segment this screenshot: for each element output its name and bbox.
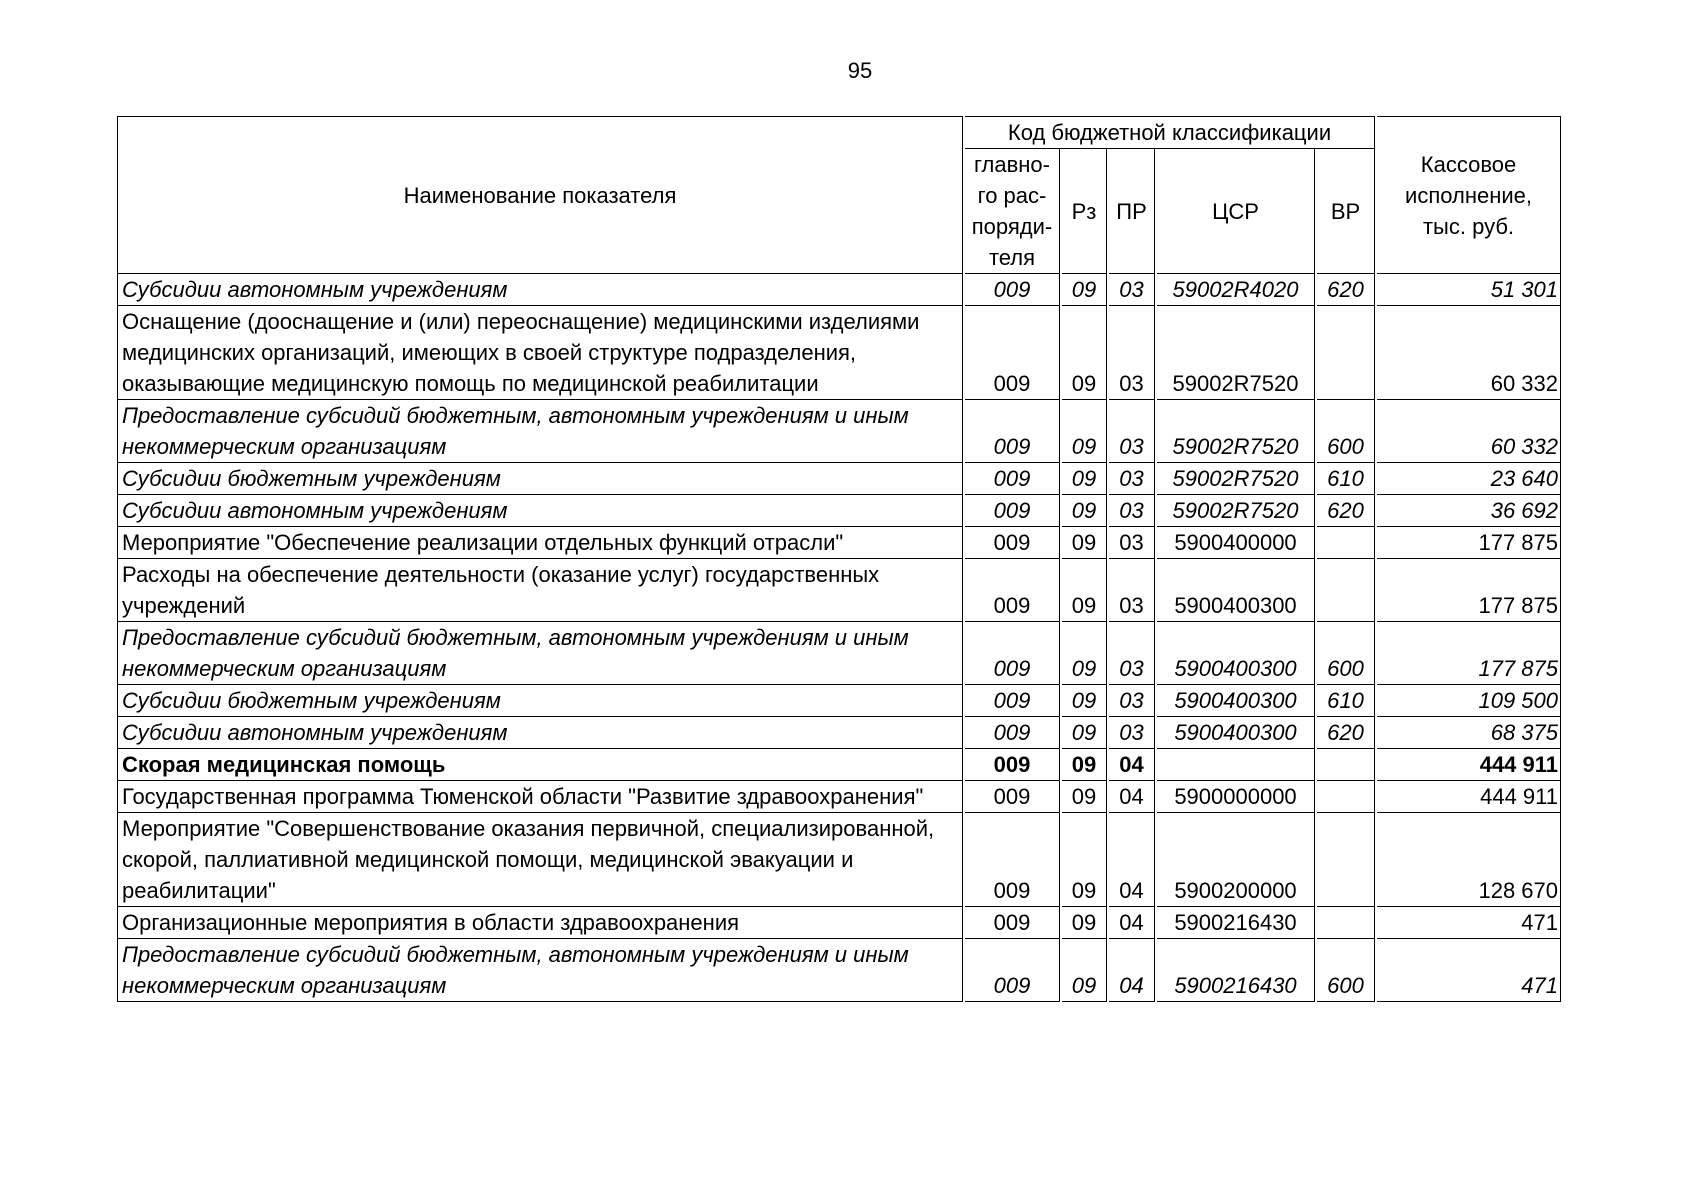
table-row bbox=[117, 749, 1561, 781]
row-amount: 51 301 bbox=[1377, 274, 1561, 306]
row-vr: 620 bbox=[1317, 495, 1375, 527]
row-rz: 09 bbox=[1062, 717, 1107, 749]
row-amount: 60 332 bbox=[1377, 306, 1561, 400]
row-name: Субсидии автономным учреждениям bbox=[117, 495, 963, 527]
row-name: Государственная программа Тюменской области "Развитие здравоохранения" bbox=[117, 781, 963, 813]
row-csr: 59002R7520 bbox=[1157, 306, 1315, 400]
row-amount: 177 875 bbox=[1377, 527, 1561, 559]
row-glav: 009 bbox=[965, 495, 1060, 527]
row-vr bbox=[1317, 306, 1375, 400]
header-glav-line: поряди- bbox=[971, 214, 1053, 239]
row-rz: 09 bbox=[1062, 685, 1107, 717]
row-glav: 009 bbox=[965, 907, 1060, 939]
header-glav-line: го рас- bbox=[977, 183, 1047, 208]
row-glav: 009 bbox=[965, 749, 1060, 781]
row-rz: 09 bbox=[1062, 622, 1107, 685]
row-name: Субсидии автономным учреждениям bbox=[117, 717, 963, 749]
row-amount: 68 375 bbox=[1377, 717, 1561, 749]
row-name: Мероприятие "Обеспечение реализации отдельных функций отрасли" bbox=[117, 527, 963, 559]
table-row bbox=[117, 717, 1561, 749]
row-rz: 09 bbox=[1062, 400, 1107, 463]
page-number: 95 bbox=[847, 58, 873, 83]
row-rz: 09 bbox=[1062, 749, 1107, 781]
row-glav: 009 bbox=[965, 781, 1060, 813]
row-pr: 03 bbox=[1109, 274, 1155, 306]
row-csr: 5900400300 bbox=[1157, 622, 1315, 685]
header-amount bbox=[1377, 116, 1561, 274]
row-name: Субсидии автономным учреждениям bbox=[117, 274, 963, 306]
header-vr: ВР bbox=[1317, 149, 1375, 274]
row-pr: 04 bbox=[1109, 749, 1155, 781]
row-csr: 59002R4020 bbox=[1157, 274, 1315, 306]
row-csr: 5900200000 bbox=[1157, 813, 1315, 907]
row-name: Субсидии бюджетным учреждениям bbox=[117, 685, 963, 717]
row-pr: 03 bbox=[1109, 717, 1155, 749]
table-row bbox=[117, 907, 1561, 939]
row-amount: 471 bbox=[1377, 907, 1561, 939]
row-csr: 5900216430 bbox=[1157, 907, 1315, 939]
table-row bbox=[117, 463, 1561, 495]
row-vr: 610 bbox=[1317, 685, 1375, 717]
row-name: Расходы на обеспечение деятельности (оказание услуг) государственных учреждений bbox=[117, 559, 963, 622]
header-glav-line: главно- bbox=[973, 152, 1050, 177]
row-pr: 03 bbox=[1109, 306, 1155, 400]
row-csr: 5900216430 bbox=[1157, 939, 1315, 1002]
row-rz: 09 bbox=[1062, 463, 1107, 495]
row-name: Предоставление субсидий бюджетным, автономным учреждениям и иным некоммерческим организациям bbox=[117, 622, 963, 685]
row-vr: 600 bbox=[1317, 400, 1375, 463]
row-amount: 177 875 bbox=[1377, 622, 1561, 685]
row-name: Оснащение (дооснащение и (или) переоснащение) медицинскими изделиями медицинских организаций, имеющих в своей структуре подразделения, оказывающие медицинскую помощь по медицинской реабилитации bbox=[117, 306, 963, 400]
table-header bbox=[117, 116, 1561, 274]
table-row bbox=[117, 306, 1561, 400]
header-code-group: Код бюджетной классификации bbox=[965, 116, 1375, 149]
row-glav: 009 bbox=[965, 559, 1060, 622]
row-name: Предоставление субсидий бюджетным, автономным учреждениям и иным некоммерческим организациям bbox=[117, 939, 963, 1002]
row-pr: 03 bbox=[1109, 527, 1155, 559]
row-csr: 5900400300 bbox=[1157, 559, 1315, 622]
row-vr: 620 bbox=[1317, 717, 1375, 749]
row-glav: 009 bbox=[965, 939, 1060, 1002]
header-glav bbox=[965, 149, 1060, 274]
row-name: Организационные мероприятия в области здравоохранения bbox=[117, 907, 963, 939]
row-amount: 177 875 bbox=[1377, 559, 1561, 622]
row-rz: 09 bbox=[1062, 274, 1107, 306]
row-glav: 009 bbox=[965, 717, 1060, 749]
header-csr: ЦСР bbox=[1157, 149, 1315, 274]
row-csr: 59002R7520 bbox=[1157, 495, 1315, 527]
row-csr: 5900400300 bbox=[1157, 717, 1315, 749]
row-csr: 59002R7520 bbox=[1157, 463, 1315, 495]
table-row bbox=[117, 622, 1561, 685]
row-amount: 471 bbox=[1377, 939, 1561, 1002]
row-pr: 03 bbox=[1109, 685, 1155, 717]
row-rz: 09 bbox=[1062, 306, 1107, 400]
header-pr: ПР bbox=[1109, 149, 1155, 274]
row-glav: 009 bbox=[965, 685, 1060, 717]
row-amount: 128 670 bbox=[1377, 813, 1561, 907]
row-name: Скорая медицинская помощь bbox=[117, 749, 963, 781]
row-csr: 5900400300 bbox=[1157, 685, 1315, 717]
header-rz: Рз bbox=[1062, 149, 1107, 274]
table-row bbox=[117, 781, 1561, 813]
row-pr: 04 bbox=[1109, 907, 1155, 939]
header-glav-line: теля bbox=[988, 245, 1036, 270]
row-vr bbox=[1317, 781, 1375, 813]
row-name: Субсидии бюджетным учреждениям bbox=[117, 463, 963, 495]
row-pr: 04 bbox=[1109, 813, 1155, 907]
row-glav: 009 bbox=[965, 400, 1060, 463]
row-name: Мероприятие "Совершенствование оказания первичной, специализированной, скорой, паллиативной медицинской помощи, медицинской эвакуации и реабилитации" bbox=[117, 813, 963, 907]
row-vr bbox=[1317, 749, 1375, 781]
header-amount-line: исполнение, bbox=[1405, 182, 1532, 208]
row-rz: 09 bbox=[1062, 559, 1107, 622]
row-rz: 09 bbox=[1062, 527, 1107, 559]
row-vr bbox=[1317, 907, 1375, 939]
row-pr: 03 bbox=[1109, 559, 1155, 622]
row-vr: 610 bbox=[1317, 463, 1375, 495]
row-name: Предоставление субсидий бюджетным, автономным учреждениям и иным некоммерческим организациям bbox=[117, 400, 963, 463]
header-amount-line: тыс. руб. bbox=[1422, 213, 1515, 239]
row-pr: 03 bbox=[1109, 622, 1155, 685]
row-csr: 59002R7520 bbox=[1157, 400, 1315, 463]
table-row bbox=[117, 495, 1561, 527]
table-body bbox=[117, 274, 1561, 1002]
row-rz: 09 bbox=[1062, 495, 1107, 527]
table-row bbox=[117, 559, 1561, 622]
row-amount: 23 640 bbox=[1377, 463, 1561, 495]
row-rz: 09 bbox=[1062, 813, 1107, 907]
row-csr bbox=[1157, 749, 1315, 781]
row-glav: 009 bbox=[965, 274, 1060, 306]
row-vr bbox=[1317, 527, 1375, 559]
row-vr: 600 bbox=[1317, 939, 1375, 1002]
row-glav: 009 bbox=[965, 622, 1060, 685]
row-pr: 03 bbox=[1109, 495, 1155, 527]
row-pr: 04 bbox=[1109, 939, 1155, 1002]
table-row bbox=[117, 400, 1561, 463]
row-csr: 5900000000 bbox=[1157, 781, 1315, 813]
table-row bbox=[117, 939, 1561, 1002]
row-pr: 03 bbox=[1109, 463, 1155, 495]
row-vr bbox=[1317, 559, 1375, 622]
row-csr: 5900400000 bbox=[1157, 527, 1315, 559]
budget-table bbox=[115, 116, 1563, 1002]
row-glav: 009 bbox=[965, 813, 1060, 907]
row-pr: 04 bbox=[1109, 781, 1155, 813]
table-row bbox=[117, 527, 1561, 559]
header-amount-line: Кассовое bbox=[1420, 151, 1517, 177]
row-rz: 09 bbox=[1062, 939, 1107, 1002]
row-amount: 36 692 bbox=[1377, 495, 1561, 527]
row-rz: 09 bbox=[1062, 781, 1107, 813]
row-glav: 009 bbox=[965, 463, 1060, 495]
row-vr: 620 bbox=[1317, 274, 1375, 306]
row-vr bbox=[1317, 813, 1375, 907]
row-vr: 600 bbox=[1317, 622, 1375, 685]
row-amount: 109 500 bbox=[1377, 685, 1561, 717]
row-rz: 09 bbox=[1062, 907, 1107, 939]
row-glav: 009 bbox=[965, 306, 1060, 400]
table-row bbox=[117, 813, 1561, 907]
table-row bbox=[117, 274, 1561, 306]
row-pr: 03 bbox=[1109, 400, 1155, 463]
row-amount: 60 332 bbox=[1377, 400, 1561, 463]
header-name: Наименование показателя bbox=[117, 116, 963, 274]
row-glav: 009 bbox=[965, 527, 1060, 559]
table-row bbox=[117, 685, 1561, 717]
row-amount: 444 911 bbox=[1377, 749, 1561, 781]
row-amount: 444 911 bbox=[1377, 781, 1561, 813]
